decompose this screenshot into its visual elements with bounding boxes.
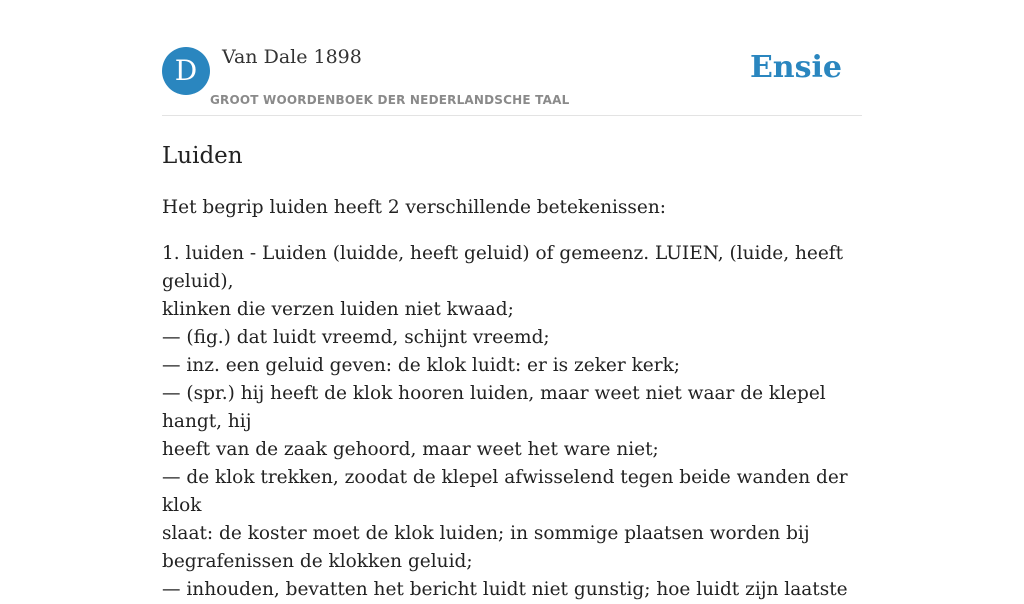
content-column: [162, 0, 862, 604]
definition-line: — inhouden, bevatten het bericht luidt niet gunstig; hoe luidt zijn laatste: [162, 579, 848, 600]
entry-definition: [162, 240, 862, 604]
definition-line: — (spr.) hij heeft de klok hooren luiden, maar weet niet waar de klepel hangt, hij: [162, 383, 826, 432]
definition-line: begrafenissen de klokken geluid;: [162, 551, 473, 572]
ensie-logo-link[interactable]: Ensie: [749, 50, 842, 85]
definition-line: slaat: de koster moet de klok luiden; in sommige plaatsen worden bij: [162, 523, 810, 544]
definition-line: — (fig.) dat luidt vreemd, schijnt vreemd;: [162, 327, 550, 348]
definition-line: — de klok trekken, zoodat de klepel afwisselend tegen beide wanden der klok: [162, 467, 848, 516]
entry-title: Luiden: [162, 143, 243, 169]
entry-intro: Het begrip luiden heeft 2 verschillende betekenissen:: [162, 197, 667, 218]
definition-line: 1. luiden - Luiden (luidde, heeft geluid) of gemeenz. LUIEN, (luide, heeft geluid),: [162, 243, 844, 292]
header: [162, 0, 862, 116]
definition-line: heeft van de zaak gehoord, maar weet het ware niet;: [162, 439, 659, 460]
definition-line: klinken die verzen luiden niet kwaad;: [162, 299, 514, 320]
dictionary-avatar[interactable]: D: [162, 47, 210, 95]
dictionary-title-link[interactable]: Van Dale 1898: [222, 46, 362, 68]
definition-line: — inz. een geluid geven: de klok luidt: er is zeker kerk;: [162, 355, 681, 376]
dictionary-subtitle: GROOT WOORDENBOEK DER NEDERLANDSCHE TAAL: [210, 93, 570, 107]
